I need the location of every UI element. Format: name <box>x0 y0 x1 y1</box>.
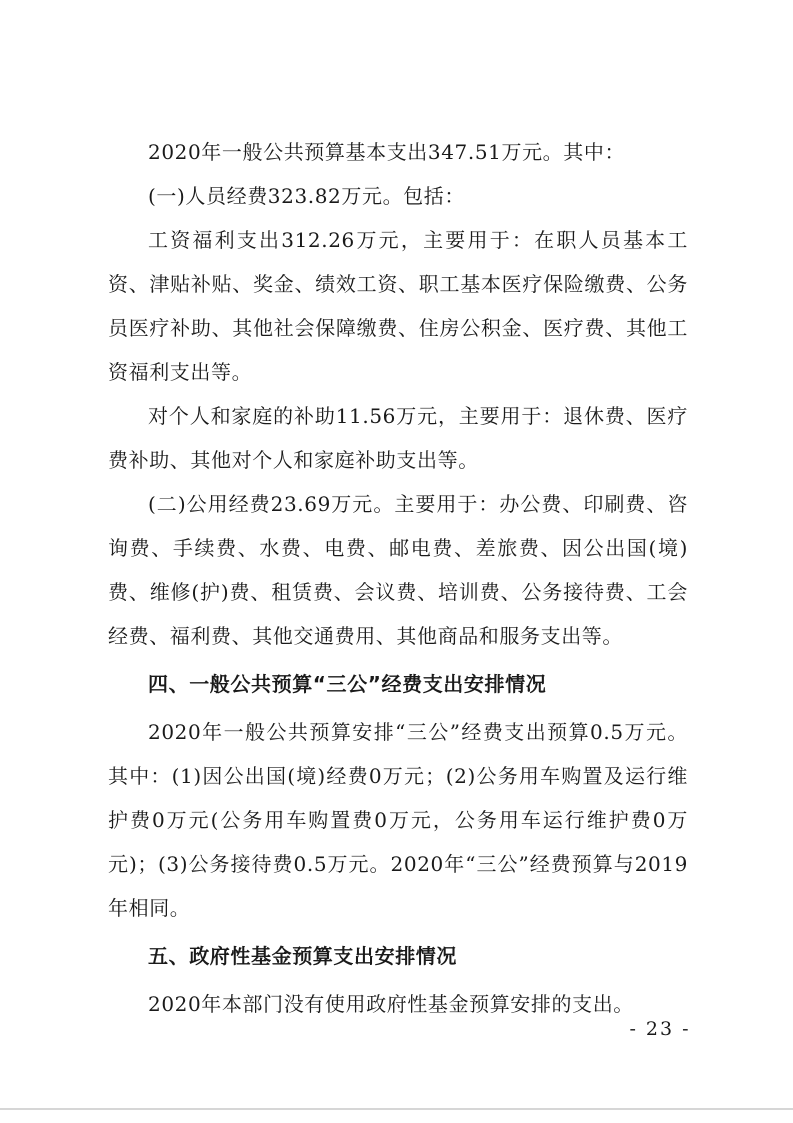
paragraph-basic-expenditure: 2020年一般公共预算基本支出347.51万元。其中： <box>148 140 626 164</box>
paragraph-three-public-budget: 2020年一般公共预算安排“三公”经费支出预算0.5万元。其中：(1)因公出国(境)经费0万元；(2)公务用车购置及运行维护费0万元(公务用车购置费0万元，公务用车运行维护费0万元)；(3)公务接待费0.5万元。2020年“三公”经费预算与2019年相同。 <box>108 720 688 920</box>
paragraph-wages-welfare: 工资福利支出312.26万元，主要用于：在职人员基本工资、津贴补贴、奖金、绩效工资、职工基本医疗保险缴费、公务员医疗补助、其他社会保障缴费、住房公积金、医疗费、其他工资福利支出等。 <box>108 228 688 384</box>
paragraph-public-expenses: (二)公用经费23.69万元。主要用于：办公费、印刷费、咨询费、手续费、水费、电费、邮电费、差旅费、因公出国(境)费、维修(护)费、租赁费、会议费、培训费、公务接待费、工会经费、福利费、其他交通费用、其他商品和服务支出等。 <box>108 492 688 648</box>
paragraph-government-fund: 2020年本部门没有使用政府性基金预算安排的支出。 <box>148 992 634 1016</box>
section-heading-government-fund: 五、政府性基金预算支出安排情况 <box>148 944 457 968</box>
document-body <box>108 130 688 1026</box>
section-heading-three-public: 四、一般公共预算“三公”经费支出安排情况 <box>148 672 547 696</box>
scan-edge-divider <box>0 1108 793 1110</box>
page-number: - 23 - <box>629 1018 691 1040</box>
paragraph-personnel-expenses: (一)人员经费323.82万元。包括： <box>148 184 465 208</box>
paragraph-household-subsidies: 对个人和家庭的补助11.56万元，主要用于：退休费、医疗费补助、其他对个人和家庭补助支出等。 <box>108 404 688 472</box>
